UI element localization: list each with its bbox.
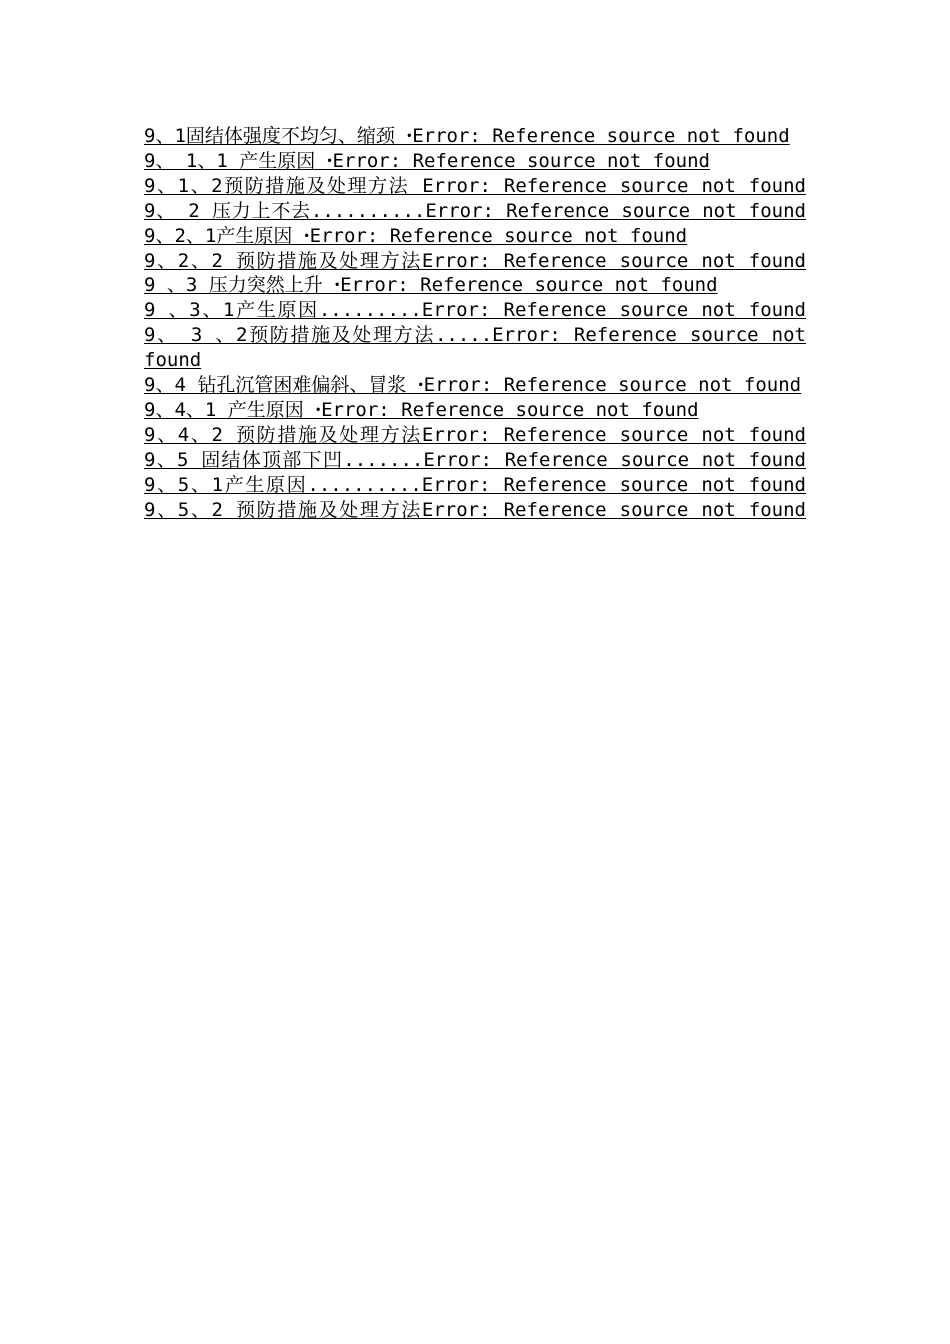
toc-entry-9-3[interactable]: 9 、3 压力突然上升 ꞏError: Reference source not found xyxy=(144,274,718,297)
toc-entry-9-3-1[interactable]: 9 、3、1产生原因.........Error: Reference source not found xyxy=(144,299,806,322)
toc-entry-9-5[interactable]: 9、5 固结体顶部下凹.......Error: Reference source not found xyxy=(144,448,806,471)
toc-entry-9-4-2[interactable]: 9、4、2 预防措施及处理方法Error: Reference source not found xyxy=(144,423,806,446)
toc-entry-9-4[interactable]: 9、4 钻孔沉管困难偏斜、冒浆 ꞏError: Reference source not found xyxy=(144,374,802,397)
toc-entry-9-1[interactable]: 9、1固结体强度不均匀、缩颈 ꞏError: Reference source not found xyxy=(144,125,790,147)
toc-entry-9-5-2[interactable]: 9、5、2 预防措施及处理方法Error: Reference source not found xyxy=(144,498,806,521)
toc-entry-9-2[interactable]: 9、 2 压力上不去..........Error: Reference source not found xyxy=(144,199,806,222)
toc-entry-9-2-1[interactable]: 9、2、1产生原因 ꞏError: Reference source not found xyxy=(144,224,688,247)
table-of-contents xyxy=(144,124,806,523)
toc-entry-9-5-1[interactable]: 9、5、1产生原因..........Error: Reference source not found xyxy=(144,473,806,496)
toc-entry-9-4-1[interactable]: 9、4、1 产生原因 ꞏError: Reference source not found xyxy=(144,398,699,421)
toc-entry-9-3-2[interactable]: 9、 3 、2预防措施及处理方法.....Error: Reference source not found xyxy=(144,324,806,372)
toc-entry-9-1-1[interactable]: 9、 1、1 产生原因 ꞏError: Reference source not found xyxy=(144,149,710,172)
toc-entry-9-2-2[interactable]: 9、2、2 预防措施及处理方法Error: Reference source not found xyxy=(144,249,806,272)
toc-entry-9-1-2[interactable]: 9、1、2预防措施及处理方法 Error: Reference source not found xyxy=(144,174,806,197)
